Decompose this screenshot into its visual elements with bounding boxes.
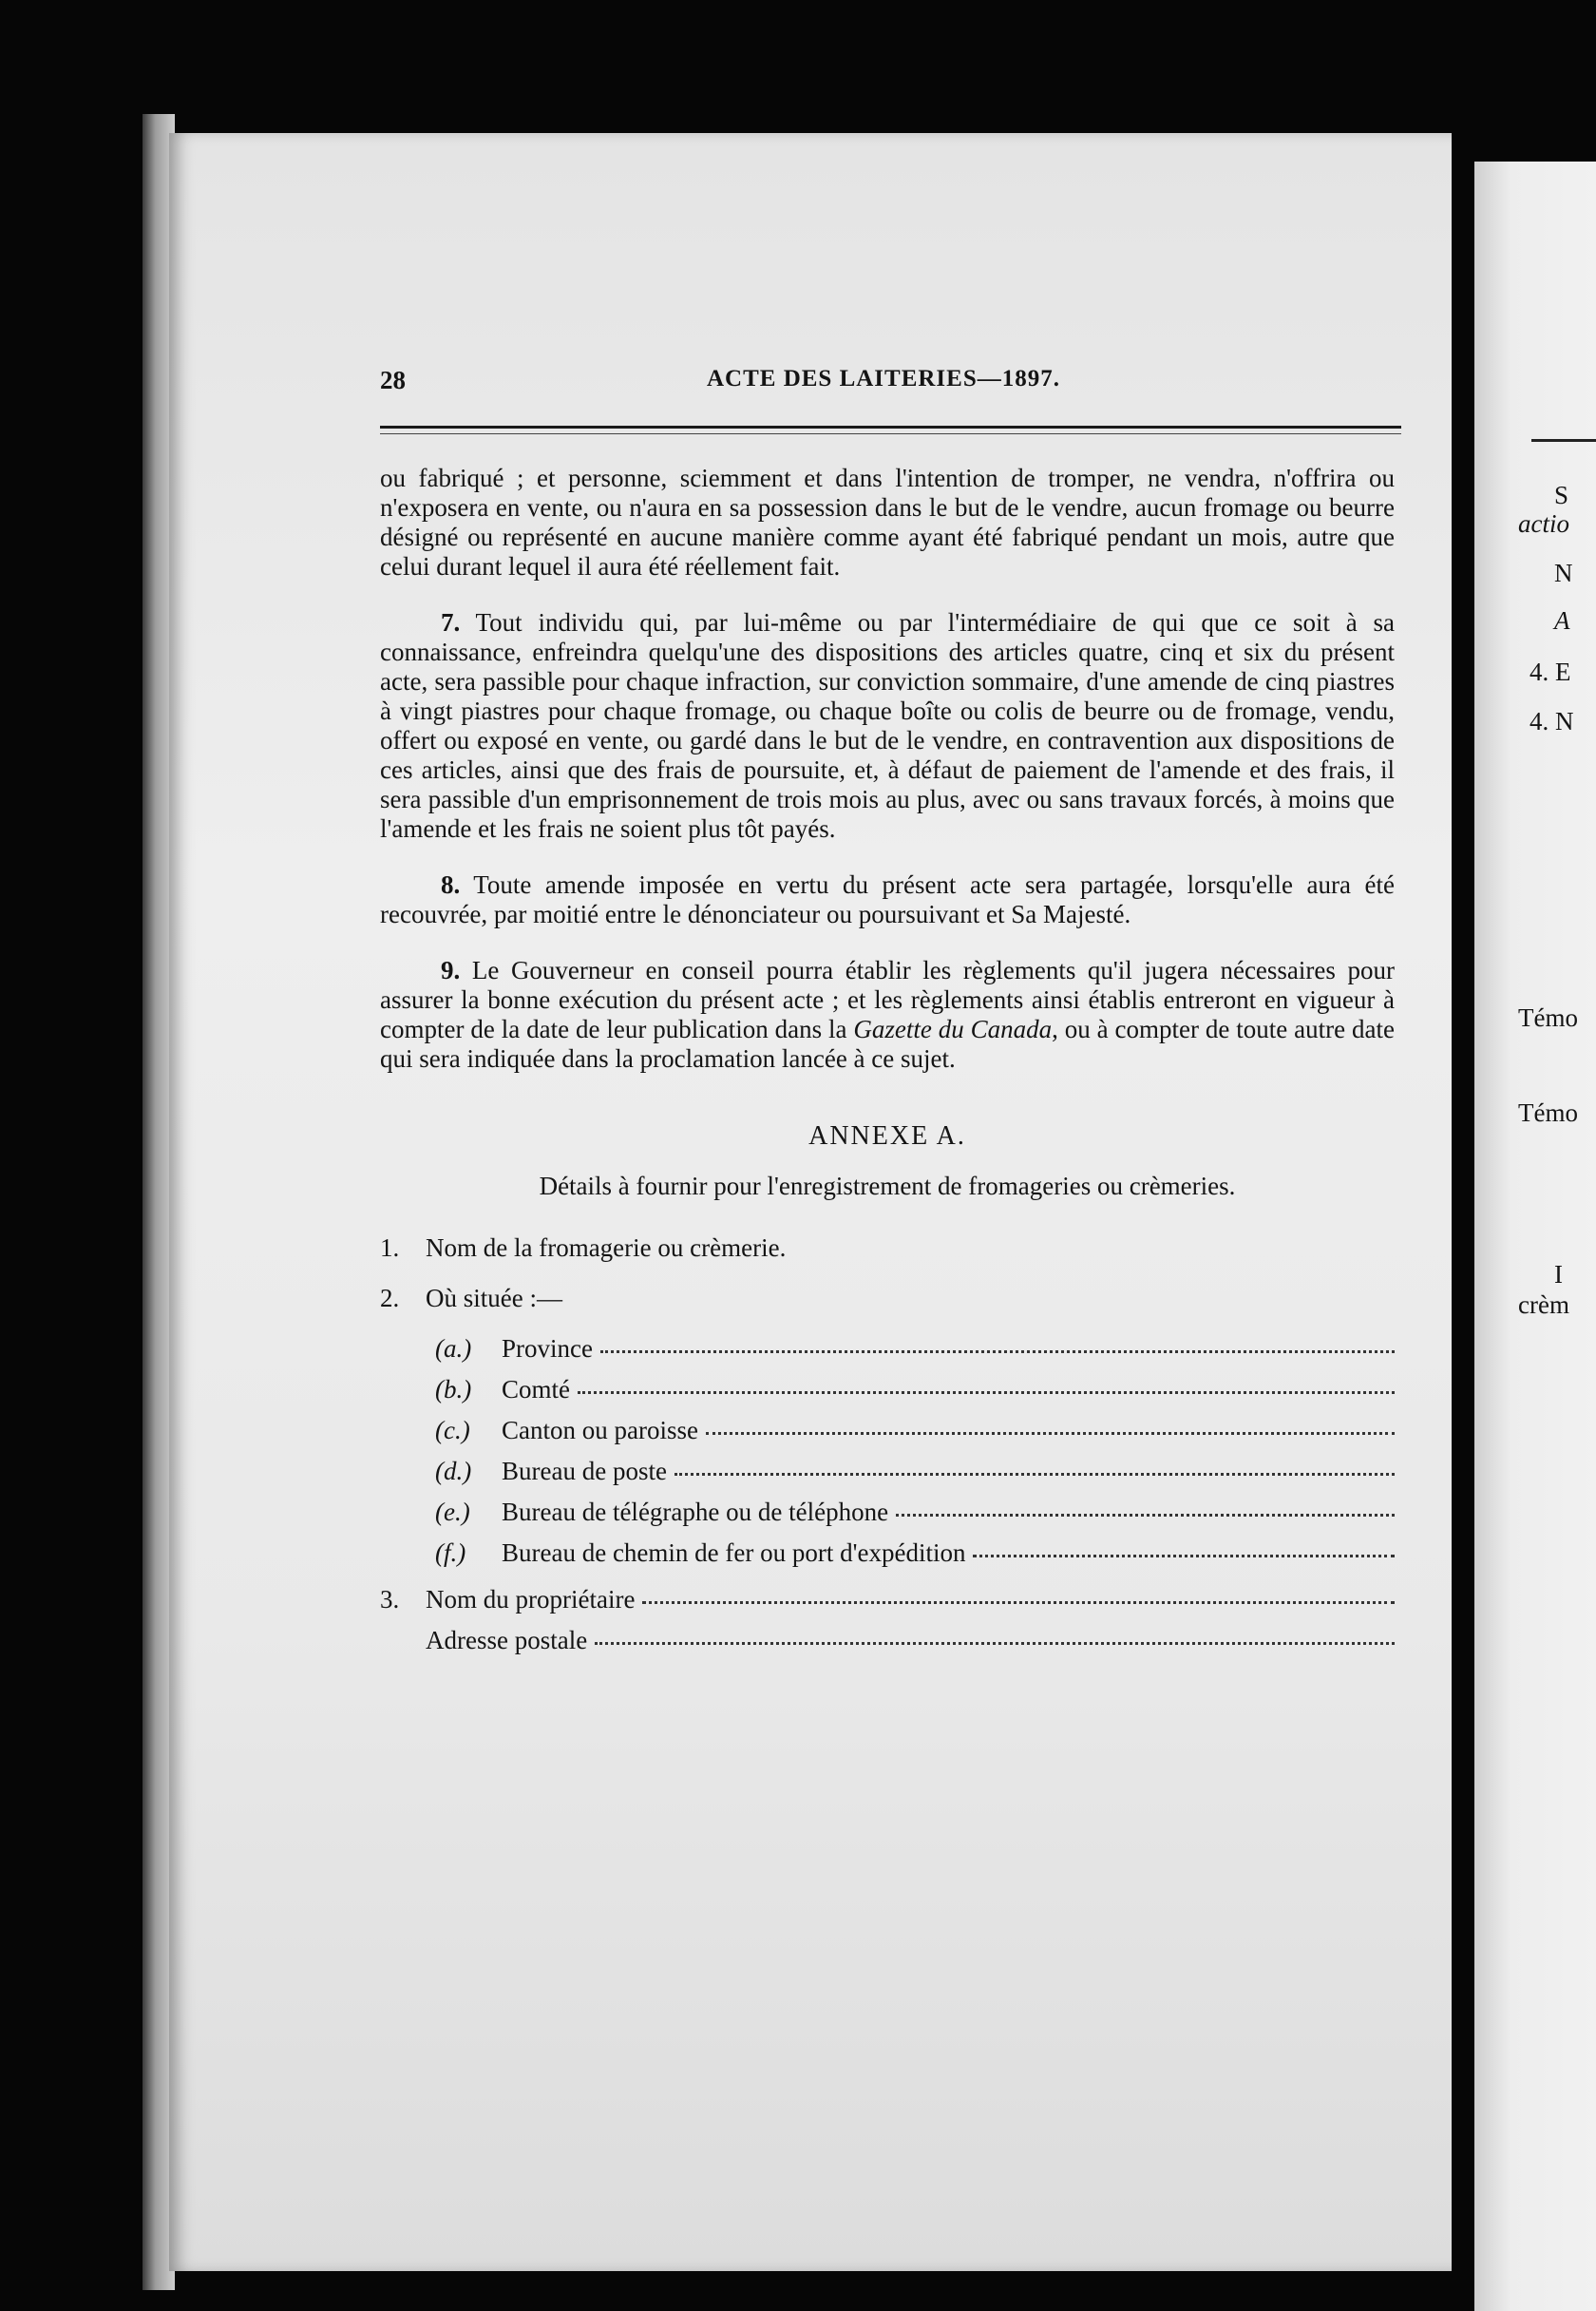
address-label: Adresse postale: [426, 1626, 588, 1654]
form-item-3: [380, 1585, 1395, 1614]
facing-page-rule: [1531, 439, 1596, 442]
subitem-label: Bureau de télégraphe ou de téléphone: [502, 1498, 889, 1526]
dotted-leader: [600, 1350, 1395, 1353]
fragment-text: actio: [1518, 509, 1569, 538]
annex-title: ANNEXE A.: [808, 1121, 966, 1151]
dotted-leader: [973, 1555, 1395, 1557]
dotted-leader: [674, 1473, 1395, 1476]
section-9: [380, 956, 1395, 1074]
fragment-text: A: [1554, 606, 1570, 635]
form-subitem-f: [380, 1538, 1395, 1568]
item-label: Nom de la fromagerie ou crèmerie.: [426, 1233, 787, 1262]
header-rule: [380, 426, 1401, 429]
page-number: 28: [380, 366, 406, 394]
form-subitem-b: [380, 1375, 1395, 1404]
dotted-leader: [595, 1642, 1395, 1645]
section-number: 7.: [441, 608, 461, 637]
annex-intro: Détails à fournir pour l'enregistrement de fromageries ou crèmeries.: [539, 1172, 1236, 1200]
text-column: [380, 464, 1395, 1676]
form-item-1: [380, 1233, 1395, 1263]
header-rule-thin: [380, 433, 1401, 434]
item-label: Nom du propriétaire: [426, 1585, 636, 1614]
page-header: [380, 366, 1387, 404]
subitem-letter: (e.): [435, 1498, 470, 1526]
dotted-leader: [896, 1514, 1395, 1517]
subitem-letter: (b.): [435, 1375, 472, 1404]
section-8: [380, 870, 1395, 929]
fragment-text: 4. N: [1530, 707, 1574, 735]
section-text-end: , ou à compter de toute autre date qui sera indiquée dans la proclamation lancée à ce sujet.: [380, 1015, 1395, 1073]
form-item-2: [380, 1284, 1395, 1313]
fragment-text: Témo: [1518, 1003, 1578, 1032]
form-subitem-e: [380, 1498, 1395, 1527]
item-label: Où située :—: [426, 1284, 562, 1312]
subitem-letter: (a.): [435, 1334, 472, 1363]
section-text: Toute amende imposée en vertu du présent acte sera partagée, lorsqu'elle aura été recouvrée, par moitié entre le dénonciateur ou poursuivant et Sa Majesté.: [380, 870, 1395, 928]
dotted-leader: [578, 1391, 1395, 1394]
subitem-letter: (c.): [435, 1416, 470, 1444]
running-title: ACTE DES LAITERIES—1897.: [706, 366, 1060, 392]
subitem-label: Bureau de chemin de fer ou port d'expédition: [502, 1538, 966, 1567]
fragment-text: crèm: [1518, 1290, 1569, 1319]
fragment-text: N: [1554, 559, 1573, 587]
item-number: 1.: [380, 1233, 400, 1262]
fragment-text: I: [1554, 1260, 1563, 1289]
section-number: 8.: [441, 870, 461, 899]
item-number: 3.: [380, 1585, 400, 1614]
section-7: [380, 608, 1395, 844]
item-number: 2.: [380, 1284, 400, 1312]
subitem-label: Bureau de poste: [502, 1457, 667, 1485]
subitem-label: Province: [502, 1334, 593, 1363]
section-text: Le Gouverneur en conseil pourra établir les règlements qu'il jugera nécessaires pour assurer la bonne exécution du présent acte ; et les règlements ainsi établis entreront en vigueur à compter de la date de leur publication dans la: [380, 956, 1395, 1043]
subitem-label: Canton ou paroisse: [502, 1416, 698, 1444]
form-subitem-a: [380, 1334, 1395, 1364]
subitem-label: Comté: [502, 1375, 570, 1404]
paragraph-continuation: ou fabriqué ; et personne, sciemment et dans l'intention de tromper, ne vendra, n'offrira ou n'exposera en vente, ou n'aura en sa possession dans le but de le vendre, aucun fromage ou beurre désigné ou représenté en aucune manière comme ayant été fabriqué pendant un mois, autre que celui durant lequel il aura été réellement fait.: [380, 464, 1395, 581]
subitem-letter: (f.): [435, 1538, 466, 1567]
form-address: [380, 1626, 1395, 1655]
subitem-letter: (d.): [435, 1457, 472, 1485]
section-number: 9.: [441, 956, 461, 984]
form-subitem-c: [380, 1416, 1395, 1445]
fragment-text: S: [1554, 481, 1569, 509]
dotted-leader: [642, 1601, 1395, 1604]
section-text: Tout individu qui, par lui-même ou par l'intermédiaire de qui que ce soit à sa connaissance, enfreindra quelqu'une des dispositions des articles quatre, cinq et six du présent acte, sera passible pour chaque infraction, sur conviction sommaire, d'une amende de cinq piastres à vingt piastres pour chaque fromage, ou chaque boîte ou colis de beurre ou de fromage, vendu, offert ou exposé en vente, ou gardé dans le but de le vendre, en contravention aux dispositions de ces articles, ainsi que des frais de poursuite, et, à défaut de paiement de l'amende et des frais, il sera passible d'un emprisonnement de trois mois au plus, avec ou sans travaux forcés, à moins que l'amende et les frais ne soient plus tôt payés.: [380, 608, 1395, 843]
gazette-title: Gazette du Canada: [853, 1015, 1053, 1043]
dotted-leader: [706, 1432, 1395, 1435]
facing-page: [1474, 162, 1596, 2311]
fragment-text: Témo: [1518, 1098, 1578, 1127]
fragment-text: 4. E: [1530, 658, 1571, 686]
form-subitem-d: [380, 1457, 1395, 1486]
